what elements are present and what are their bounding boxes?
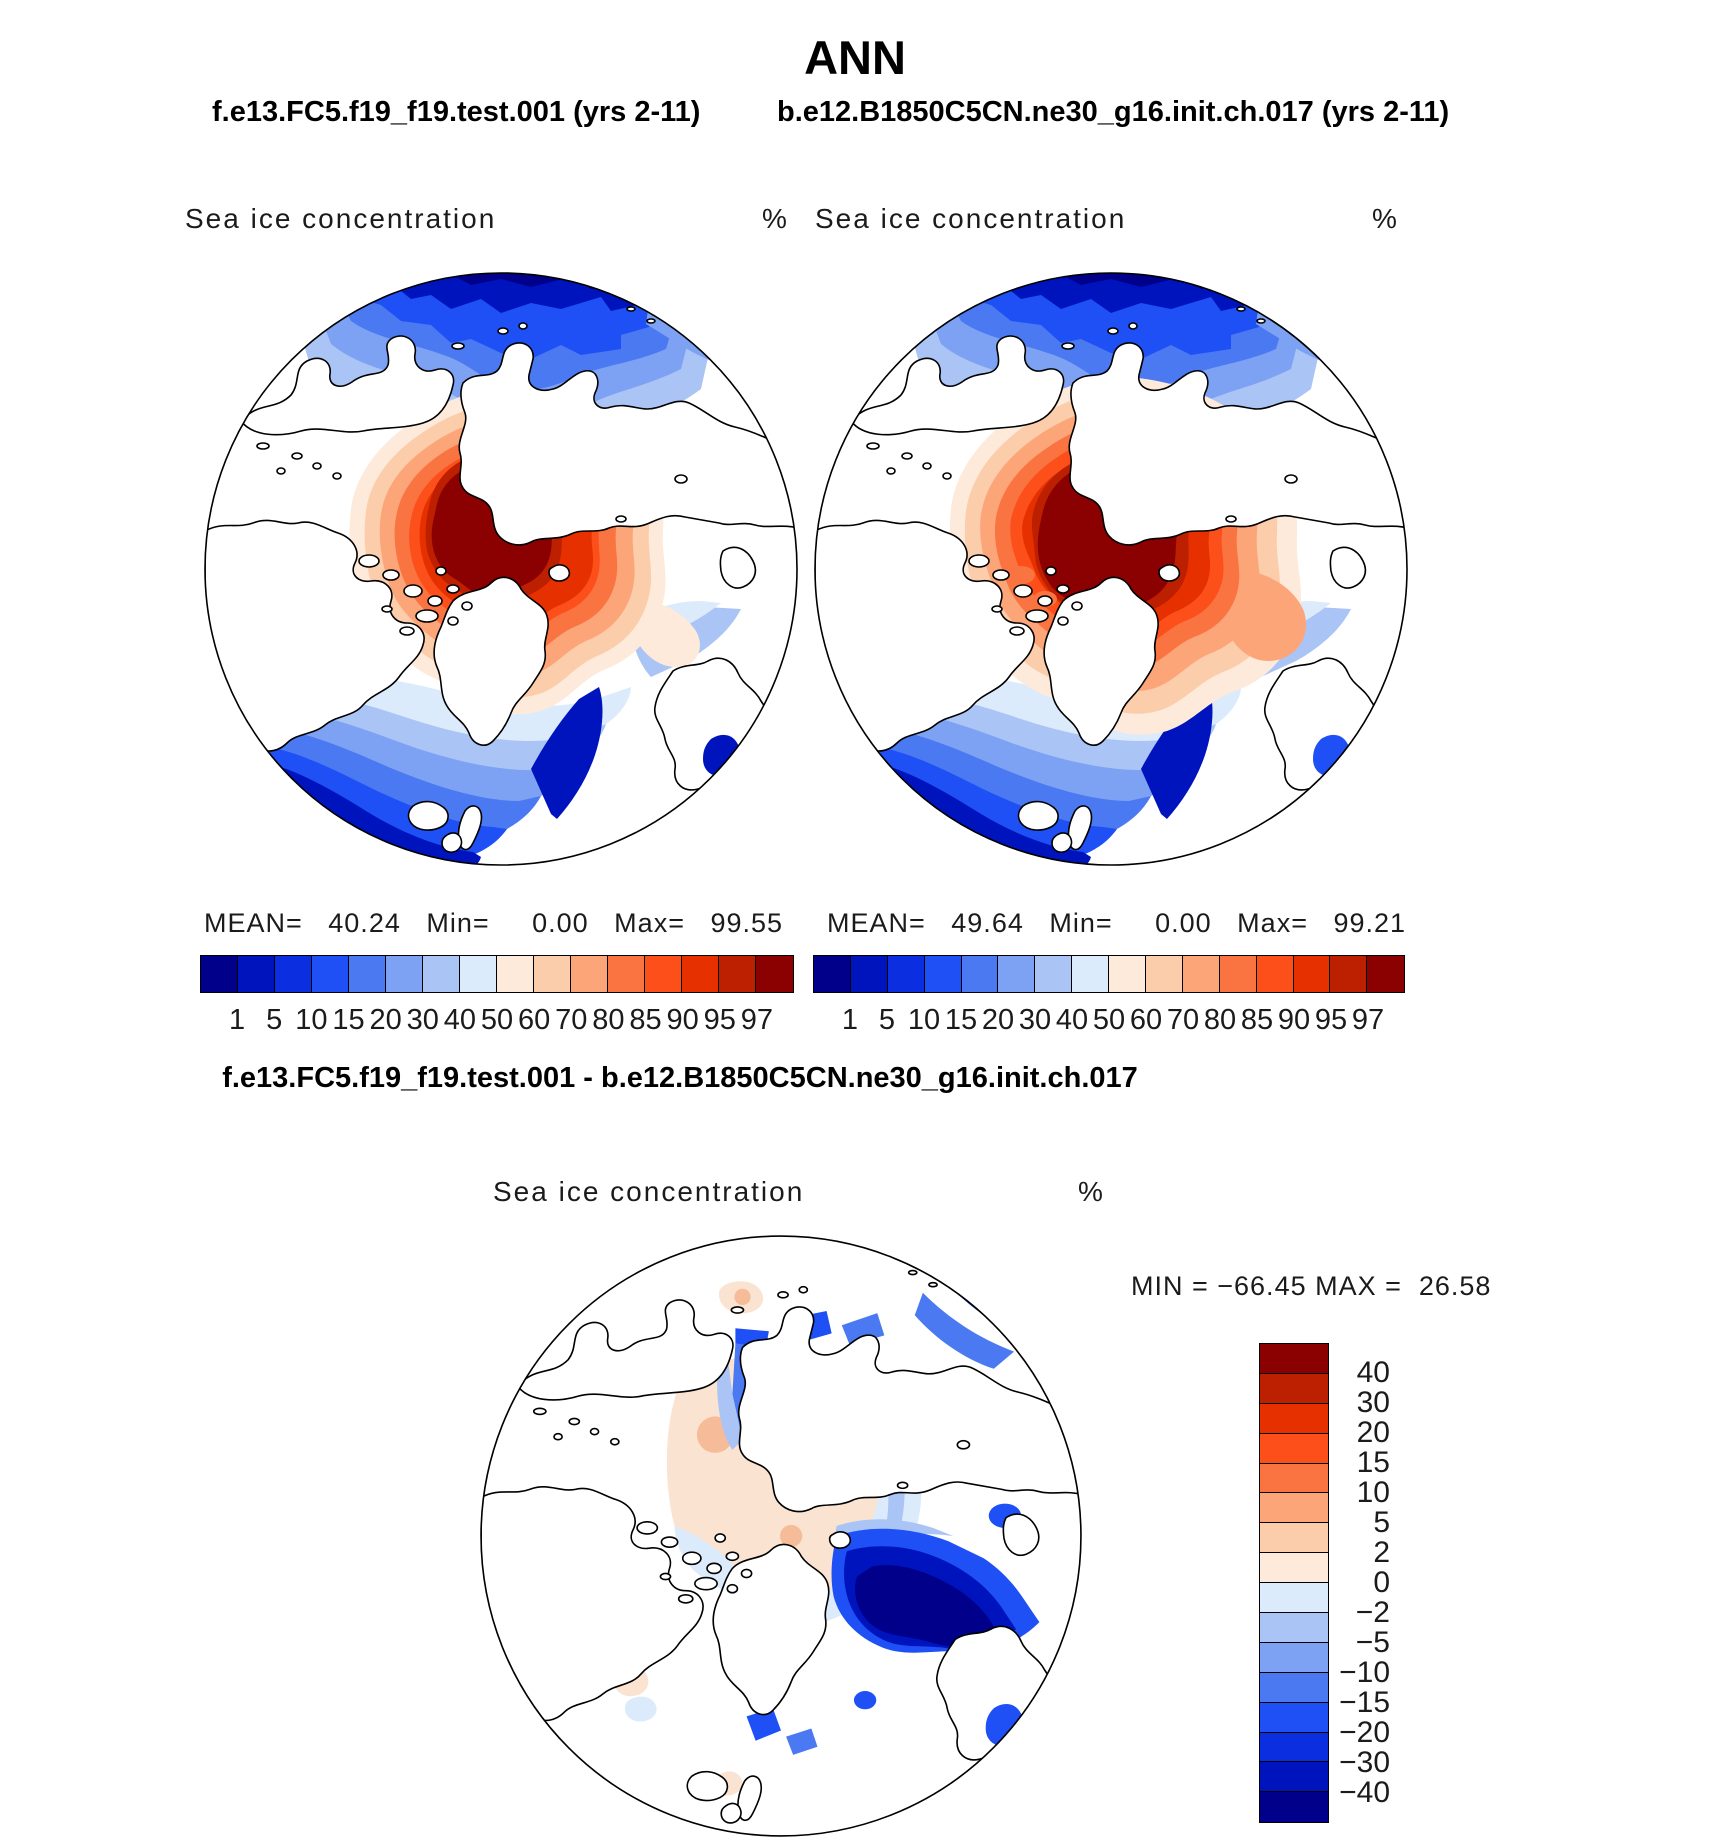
left-case-title: f.e13.FC5.f19_f19.test.001 (yrs 2-11) <box>212 96 701 128</box>
left-map-variable-label: Sea ice concentration <box>185 203 497 234</box>
left-map <box>201 269 801 869</box>
page-title: ANN <box>804 31 906 84</box>
right-case-title: b.e12.B1850C5CN.ne30_g16.init.ch.017 (yrs 2-11) <box>777 96 1450 128</box>
left-map-stats: MEAN= 40.24 Min= 0.00 Max= 99.55 <box>204 908 784 938</box>
diff-minmax: MIN = −66.45 MAX = 26.58 <box>1131 1271 1492 1301</box>
left-colorbar-ticks: 1 5 10 15 20 30 40 50 60 70 80 85 90 95 97 <box>229 1004 774 1036</box>
diff-map-units-label: % <box>1078 1176 1105 1207</box>
right-map <box>811 269 1411 869</box>
right-map-stats: MEAN= 49.64 Min= 0.00 Max= 99.21 <box>827 908 1407 938</box>
diff-map-variable-label: Sea ice concentration <box>493 1176 805 1207</box>
right-colorbar-ticks: 1 5 10 15 20 30 40 50 60 70 80 85 90 95 97 <box>841 1004 1385 1036</box>
right-map-units-label: % <box>1372 203 1399 234</box>
right-map-variable-label: Sea ice concentration <box>815 203 1127 234</box>
left-colorbar <box>200 955 794 993</box>
diff-colorbar-ticks: 40 30 20 15 10 5 2 0 −2 −5 −10 −15 −20 −30 −40 <box>1339 1356 1390 1809</box>
right-colorbar <box>813 955 1405 993</box>
difference-title: f.e13.FC5.f19_f19.test.001 - b.e12.B1850C5CN.ne30_g16.init.ch.017 <box>222 1062 1138 1094</box>
difference-map <box>477 1232 1085 1838</box>
left-map-units-label: % <box>762 203 789 234</box>
